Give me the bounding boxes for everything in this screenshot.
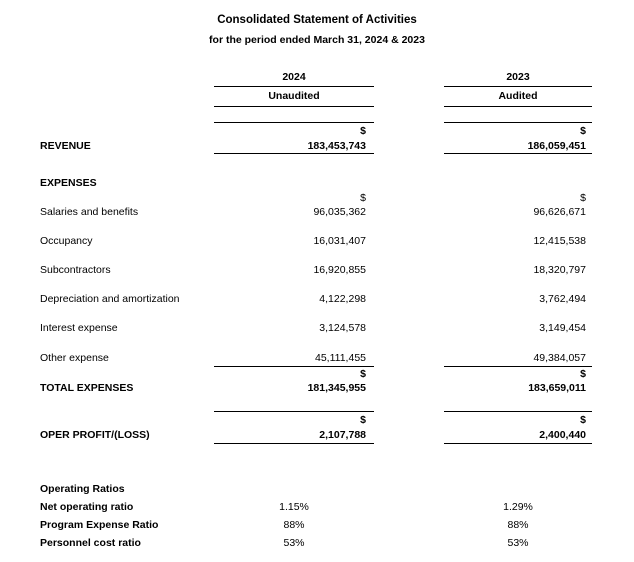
total-expenses-rule-top-2024 [214,366,374,367]
col-2023-year: 2023 [506,71,530,83]
oper-profit-label: OPER PROFIT/(LOSS) [40,429,150,441]
expense-subcontractors-2023: 18,320,797 [533,264,586,276]
expense-depreciation-2024: 4,122,298 [319,293,366,305]
revenue-2024-value: 183,453,743 [307,140,366,152]
revenue-rule-bottom-2024 [214,153,374,154]
col-2024-rule [214,86,374,87]
revenue-rule-bottom-2023 [444,153,592,154]
total-expenses-2023: 183,659,011 [528,382,586,394]
total-expenses-2024: 181,345,955 [307,382,366,394]
expenses-2024-currency: $ [360,192,366,204]
col-2024-year: 2024 [282,71,306,83]
expense-label-interest: Interest expense [40,322,118,334]
expense-subcontractors-2024: 16,920,855 [313,264,366,276]
col-2024-status: Unaudited [268,90,320,102]
revenue-label: REVENUE [40,140,91,152]
total-expenses-2023-currency: $ [580,368,586,380]
col-2023-status: Audited [498,90,538,102]
total-expenses-label: TOTAL EXPENSES [40,382,134,394]
revenue-rule-top-2024 [214,122,374,123]
revenue-2023-value: 186,059,451 [527,140,586,152]
expenses-heading: EXPENSES [40,177,97,189]
ratio-personnel-cost-2023: 53% [507,537,529,549]
expense-occupancy-2023: 12,415,538 [533,235,586,247]
expense-label-occupancy: Occupancy [40,235,93,247]
expense-interest-2024: 3,124,578 [319,322,366,334]
ratio-personnel-cost-2024: 53% [283,537,305,549]
col-2023-rule [444,86,592,87]
total-expenses-rule-top-2023 [444,366,592,367]
oper-profit-rule-top-2024 [214,411,374,412]
revenue-2023-currency: $ [580,125,586,137]
statement-subtitle: for the period ended March 31, 2024 & 2023 [209,34,425,46]
ratio-net-operating-2024: 1.15% [279,501,309,513]
oper-profit-2023: 2,400,440 [539,429,586,441]
expense-label-other: Other expense [40,352,109,364]
oper-profit-rule-top-2023 [444,411,592,412]
ratio-label-net-operating: Net operating ratio [40,501,134,513]
expense-interest-2023: 3,149,454 [539,322,586,334]
ratio-label-program-expense: Program Expense Ratio [40,519,159,531]
expense-other-2023: 49,384,057 [533,352,586,364]
expense-label-depreciation: Depreciation and amortization [40,293,180,305]
total-expenses-2024-currency: $ [360,368,366,380]
oper-profit-rule-bottom-2023 [444,443,592,444]
ratio-program-expense-2024: 88% [283,519,305,531]
expense-salaries-2024: 96,035,362 [313,206,366,218]
col-2024-rule-bottom [214,106,374,107]
expense-occupancy-2024: 16,031,407 [313,235,366,247]
ratio-program-expense-2023: 88% [507,519,529,531]
revenue-rule-top-2023 [444,122,592,123]
oper-profit-2024: 2,107,788 [319,429,366,441]
statement-title: Consolidated Statement of Activities [217,14,417,26]
expense-other-2024: 45,111,455 [315,352,366,364]
oper-profit-2023-currency: $ [580,414,586,426]
col-2023-rule-bottom [444,106,592,107]
expense-label-salaries: Salaries and benefits [40,206,139,218]
oper-profit-rule-bottom-2024 [214,443,374,444]
ratios-heading: Operating Ratios [40,483,125,495]
expense-label-subcontractors: Subcontractors [40,264,111,276]
expense-salaries-2023: 96,626,671 [533,206,586,218]
ratio-label-personnel-cost: Personnel cost ratio [40,537,141,549]
expenses-2023-currency: $ [580,192,586,204]
ratio-net-operating-2023: 1.29% [503,501,533,513]
oper-profit-2024-currency: $ [360,414,366,426]
revenue-2024-currency: $ [360,125,366,137]
expense-depreciation-2023: 3,762,494 [539,293,586,305]
